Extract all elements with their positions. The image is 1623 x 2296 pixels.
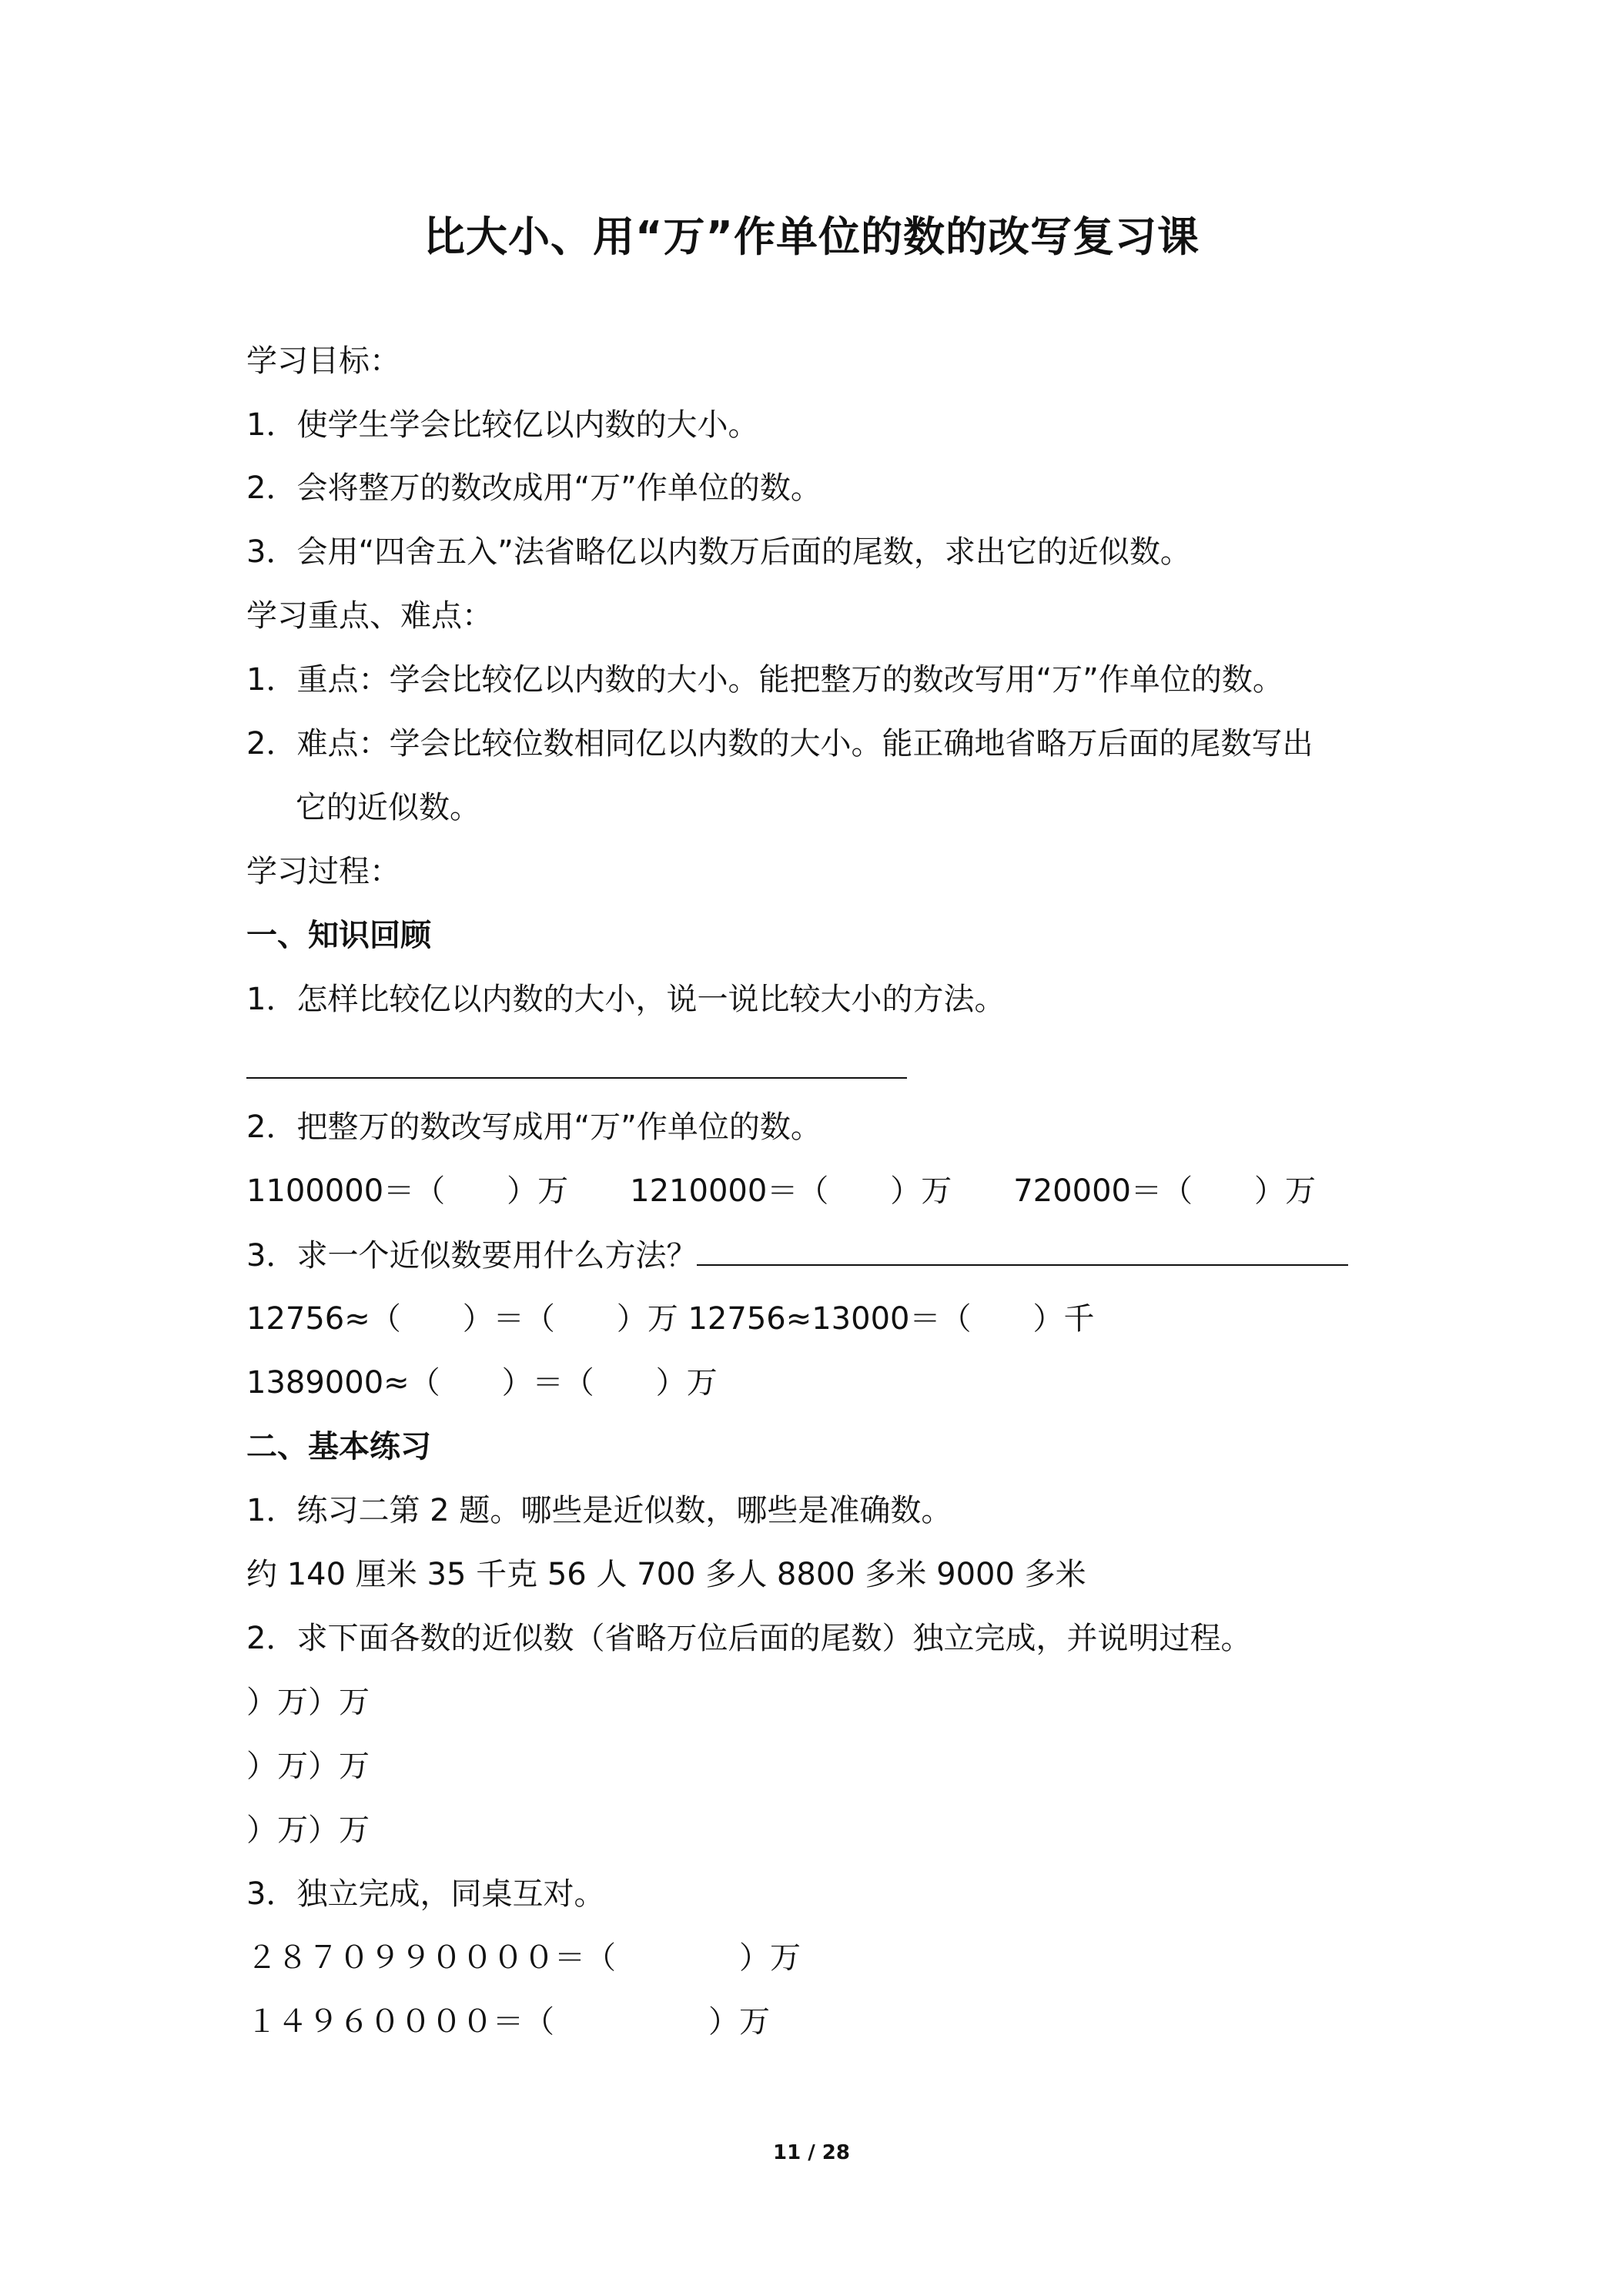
s1-question-3-line-1: 12756≈（ ）＝（ ）万 12756≈13000＝（ ）千	[246, 1301, 1095, 1337]
goal-item-3: 3．会用“四舍五入”法省略亿以内数万后面的尾数，求出它的近似数。	[246, 534, 1191, 570]
goal-item-1: 1．使学生学会比较亿以内数的大小。	[246, 407, 759, 443]
s2-question-2-row-2: ）万）万	[246, 1749, 370, 1784]
keypoint-2-continued: 它的近似数。	[296, 790, 480, 825]
s2-question-2-row-1: ）万）万	[246, 1685, 370, 1720]
s2-question-1: 1．练习二第 2 题。哪些是近似数，哪些是准确数。	[246, 1493, 952, 1528]
keypoint-1: 1．重点：学会比较亿以内数的大小。能把整万的数改写用“万”作单位的数。	[246, 662, 1283, 698]
s2-question-1-items: 约 140 厘米 35 千克 56 人 700 多人 8800 多米 9000 多米	[246, 1557, 1086, 1592]
goals-heading: 学习目标：	[246, 343, 400, 379]
s1-question-3	[246, 1233, 1348, 1277]
section-1-heading: 一、知识回顾	[246, 918, 431, 953]
page-number: 11 / 28	[773, 2141, 850, 2164]
s2-question-2-row-3: ）万）万	[246, 1812, 370, 1848]
s2-question-2: 2．求下面各数的近似数（省略万位后面的尾数）独立完成，并说明过程。	[246, 1621, 1252, 1656]
process-heading: 学习过程：	[246, 854, 400, 889]
s1-question-3-text: 3．求一个近似数要用什么方法？	[246, 1238, 698, 1274]
answer-blank-underline	[697, 1233, 1348, 1266]
answer-blank-line	[246, 1077, 907, 1079]
goal-item-2: 2．会将整万的数改成用“万”作单位的数。	[246, 470, 822, 506]
section-2-heading: 二、基本练习	[246, 1429, 431, 1464]
s2-question-3: 3．独立完成，同桌互对。	[246, 1876, 605, 1912]
keypoints-heading: 学习重点、难点：	[246, 598, 493, 634]
s1-question-3-line-2: 1389000≈（ ）＝（ ）万	[246, 1365, 718, 1401]
s1-question-2: 2．把整万的数改写成用“万”作单位的数。	[246, 1110, 822, 1145]
s2-question-3-line-2: １４９６００００＝（ ）万	[246, 2004, 770, 2040]
s1-question-1: 1．怎样比较亿以内数的大小，说一说比较大小的方法。	[246, 982, 1006, 1017]
page-title: 比大小、用“万”作单位的数的改写复习课	[423, 213, 1200, 261]
s1-question-2-items: 1100000＝（ ）万 1210000＝（ ）万 720000＝（ ）万	[246, 1173, 1316, 1209]
s2-question-3-line-1: ２８７０９９００００＝（ ）万	[246, 1940, 801, 1976]
keypoint-2: 2．难点：学会比较位数相同亿以内数的大小。能正确地省略万后面的尾数写出	[246, 726, 1313, 761]
